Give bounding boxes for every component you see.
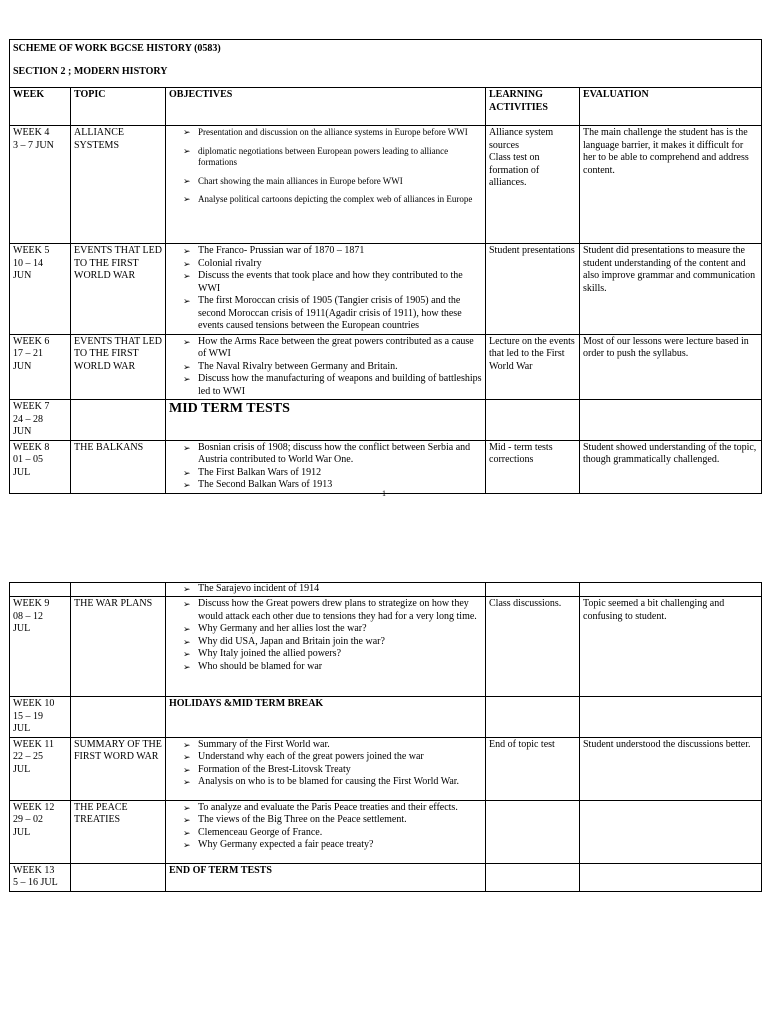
table-row [10,737,762,800]
objective-item: ➢ Understand why each of the great powers joined the war [169,751,482,764]
table-row [10,244,762,335]
objective-item: ➢ The Franco- Prussian war of 1870 – 1871 [169,245,482,258]
objective-item: ➢ Presentation and discussion on the alliance systems in Europe before WWI [169,127,482,139]
table-row [10,400,762,441]
week-cell: WEEK 6 17 – 21 JUN [10,334,71,400]
objective-item: ➢ The Sarajevo incident of 1914 [169,583,482,596]
objective-item: ➢ The views of the Big Three on the Peace settlement. [169,814,482,827]
topic-cell [71,583,166,597]
week-cell: WEEK 7 24 – 28 JUN [10,400,71,441]
table-row [10,597,762,697]
activities-cell [486,800,580,863]
objective-item: ➢ Why did USA, Japan and Britain join the war? [169,636,482,649]
evaluation-cell: The main challenge the student has is the language barrier, it makes it difficult for her to be able to comprehend and address content. [580,126,762,244]
objective-item: ➢ Formation of the Brest-Litovsk Treaty [169,764,482,777]
objectives-cell [166,244,486,335]
evaluation-cell [580,583,762,597]
week-cell: WEEK 9 08 – 12 JUL [10,597,71,697]
section-title: SECTION 2 ; MODERN HISTORY [13,66,168,77]
objectives-cell [166,334,486,400]
table-row [10,863,762,891]
document-title: SCHEME OF WORK BGCSE HISTORY (0583) [13,43,221,54]
topic-cell [71,400,166,441]
scheme-table-page-2 [9,582,762,892]
activities-cell: End of topic test [486,737,580,800]
topic-cell: EVENTS THAT LED TO THE FIRST WORLD WAR [71,244,166,335]
activities-cell: Alliance system sources Class test on formation of alliances. [486,126,580,244]
topic-cell: THE BALKANS [71,440,166,493]
objectives-cell [166,440,486,493]
objective-item: ➢ Colonial rivalry [169,258,482,271]
topic-cell: ALLIANCE SYSTEMS [71,126,166,244]
objective-item: ➢ To analyze and evaluate the Paris Peace treaties and their effects. [169,802,482,815]
objectives-cell [166,597,486,697]
evaluation-cell: Student understood the discussions better. [580,737,762,800]
objective-item: ➢ Who should be blamed for war [169,661,482,674]
col-header-evaluation: EVALUATION [580,88,762,126]
evaluation-cell: Student did presentations to measure the student understanding of the content and also improve grammar and communication skills. [580,244,762,335]
topic-cell [71,697,166,738]
objective-item: ➢ Why Germany expected a fair peace treaty? [169,839,482,852]
activities-cell [486,400,580,441]
title-row [10,40,762,88]
holidays-banner: HOLIDAYS &MID TERM BREAK [166,697,486,738]
objective-item: ➢ The first Moroccan crisis of 1905 (Tangier crisis of 1905) and the second Moroccan crisis of 1911(Agadir crisis of 1911), how these events caused tensions between the European countries [169,295,482,333]
objective-item: ➢ Analysis on who is to be blamed for causing the First World War. [169,776,482,789]
evaluation-cell [580,800,762,863]
week-cell: WEEK 5 10 – 14 JUN [10,244,71,335]
topic-cell [71,863,166,891]
objective-item: ➢ The First Balkan Wars of 1912 [169,467,482,480]
title-cell [10,40,762,88]
objectives-cell [166,800,486,863]
activities-cell: Class discussions. [486,597,580,697]
objective-item: ➢ Bosnian crisis of 1908; discuss how the conflict between Serbia and Austria contributed to World War One. [169,442,482,467]
table-row [10,440,762,493]
evaluation-cell [580,697,762,738]
objective-item: ➢ Why Italy joined the allied powers? [169,648,482,661]
objective-item: ➢ The Naval Rivalry between Germany and Britain. [169,361,482,374]
mid-term-tests-banner: MID TERM TESTS [166,400,486,441]
evaluation-cell: Student showed understanding of the topic, though grammatically challenged. [580,440,762,493]
objective-item: ➢ Chart showing the main alliances in Europe before WWI [169,176,482,188]
objective-item: ➢ Clemenceau George of France. [169,827,482,840]
objective-item: ➢ Discuss how the manufacturing of weapons and building of battleships led to WWI [169,373,482,398]
table-row [10,126,762,244]
objective-item: ➢ Summary of the First World war. [169,739,482,752]
activities-cell [486,863,580,891]
week-cell: WEEK 12 29 – 02 JUL [10,800,71,863]
column-header-row [10,88,762,126]
topic-cell: THE WAR PLANS [71,597,166,697]
week-cell [10,583,71,597]
col-header-week: WEEK [10,88,71,126]
evaluation-cell: Topic seemed a bit challenging and confusing to student. [580,597,762,697]
objective-item: ➢ The Second Balkan Wars of 1913 [169,479,482,492]
topic-cell: EVENTS THAT LED TO THE FIRST WORLD WAR [71,334,166,400]
topic-cell: THE PEACE TREATIES [71,800,166,863]
evaluation-cell: Most of our lessons were lecture based in order to push the syllabus. [580,334,762,400]
objectives-cell [166,583,486,597]
evaluation-cell [580,863,762,891]
table-row [10,800,762,863]
col-header-objectives: OBJECTIVES [166,88,486,126]
week-cell: WEEK 10 15 – 19 JUL [10,697,71,738]
topic-cell: SUMMARY OF THE FIRST WORD WAR [71,737,166,800]
objective-item: ➢ diplomatic negotiations between European powers leading to alliance formations [169,146,482,169]
week-cell: WEEK 13 5 – 16 JUL [10,863,71,891]
objective-item: ➢ Discuss how the Great powers drew plans to strategize on how they would attack each other due to tensions they had for a very long time. [169,598,482,623]
table-row [10,334,762,400]
week-cell: WEEK 8 01 – 05 JUL [10,440,71,493]
col-header-topic: TOPIC [71,88,166,126]
week-cell: WEEK 11 22 – 25 JUL [10,737,71,800]
activities-cell: Lecture on the events that led to the First World War [486,334,580,400]
objective-item: ➢ How the Arms Race between the great powers contributed as a cause of WWI [169,336,482,361]
objectives-cell [166,737,486,800]
activities-cell [486,583,580,597]
end-of-term-banner: END OF TERM TESTS [166,863,486,891]
page-number: 1 [382,489,386,498]
evaluation-cell [580,400,762,441]
objective-item: ➢ Analyse political cartoons depicting the complex web of alliances in Europe [169,194,482,206]
col-header-activities: LEARNING ACTIVITIES [486,88,580,126]
table-row [10,697,762,738]
table-row [10,583,762,597]
scheme-table-page-1 [9,39,762,494]
activities-cell [486,697,580,738]
objective-item: ➢ Why Germany and her allies lost the war? [169,623,482,636]
objectives-cell [166,126,486,244]
activities-cell: Student presentations [486,244,580,335]
activities-cell: Mid - term tests corrections [486,440,580,493]
objective-item: ➢ Discuss the events that took place and how they contributed to the WWI [169,270,482,295]
week-cell: WEEK 4 3 – 7 JUN [10,126,71,244]
